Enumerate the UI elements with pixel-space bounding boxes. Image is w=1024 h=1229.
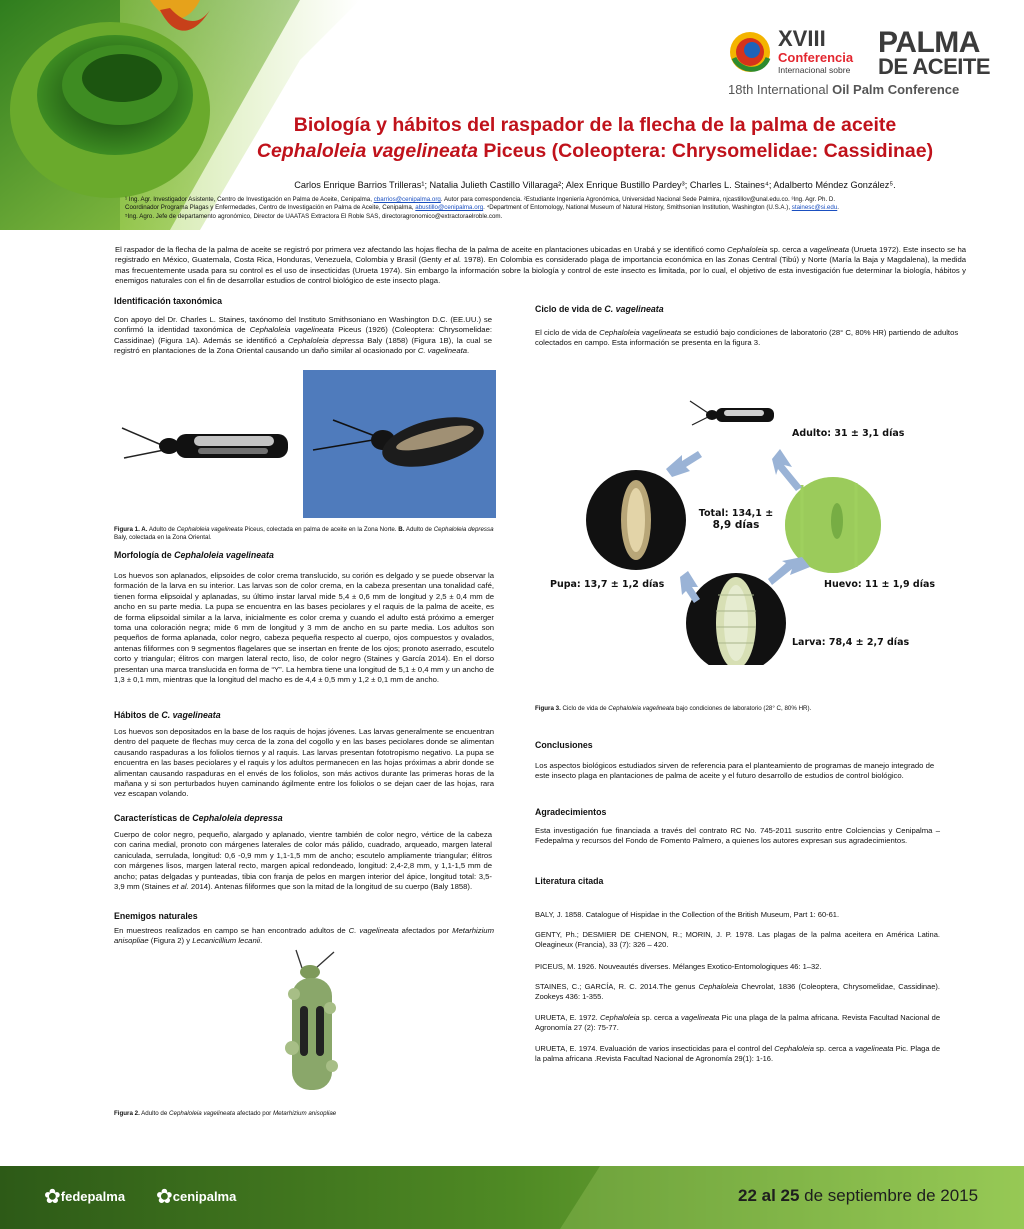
event-dates-bold: 22 al 25: [738, 1186, 800, 1205]
figure2-caption-i2: Metarhizium anisopliae: [272, 1110, 337, 1117]
pupa-photo: [586, 470, 686, 570]
conference-english-prefix: 18th International: [728, 82, 833, 97]
morfologia-heading-prefix: Morfología de: [114, 550, 175, 560]
affil-2: . Autor para correspondencia. ²Estudiante Ingeniería Agronómica, Universidad Nacional Sede Palmira, njcastillov@unal.edu.co. ³Ing. Agr. Ph. D.: [440, 196, 836, 203]
reference-4-a: STAINES, C.; GARCÍA, R. C. 2014.The genus: [535, 982, 699, 991]
fedepalma-logo: [44, 1184, 125, 1209]
reference-2: GENTY, Ph.; DESMIER DE CHENON, R.; MORIN, J. P. 1978. Las plagas de la palma aceitera en América Latina. Oleagineux (Francia), 33 (7): 326 – 420.: [535, 930, 940, 950]
habitos-heading-prefix: Hábitos de: [114, 710, 162, 720]
morfologia-text: Los huevos son aplanados, elipsoides de color crema translucido, su corión es delgado y se puede observar la formación de la larva en su interior. Las larvas son de color crema, en la cabeza presentan una tonalidad café, tienen forma elipsoidal y aplanadas, su último instar larval mide 5,4 ± 0,6 mm de longitud y 2,5 ± 0,4 mm de ancho en su parte media. La pupa se encuentra en las bases peciolares y el raquis de la palma de aceite, es de forma elipsoidal similar a la larva, inicialmente es color crema y cuando el adulto está próximo a emerger toma una coloración negra; mide 6 mm de longitud y 3 mm de ancho en su parte media. Los adultos son pequeños de forma aplanada, color negro, cabeza pequeña respecto al cuerpo, ojos compuestos y ovalados, antenas filiformes con 9 segmentos flagelares que se insertan en frente de los ojos; pronoto aserrado, escutelo corto y triangular; élitros con margen lateral recto, liso, de color negro (Staines y García 2014). En el dorso presentan una marca translucida en forma de “Y”. La hembra tiene una longitud de 5,1 ± 0,4 mm y un ancho de 1,3 ± 0,1 mm, mientras que la longitud del macho es de 4,4 ± 0,5 mm y 1,2 ± 0,1 mm de ancho.: [114, 571, 494, 685]
event-dates: [738, 1186, 978, 1206]
intro-text-4: 1978). En Colombia es considerado plaga de importancia económica en las Zonas Central (Tibú) y Norte (María la Baja y Magdalena), la medida mas frecuentemente usada para su control es el uso de insecticidas (Urueta 1974). Sin embargo la información sobre la biología y control de este insecto es limitada, por lo cual, el objetivo de esta investigación fue determinar la biología, hábitos y enemigos naturales con el fin de desarrollar estudios de control biológico de este insecto plaga.: [115, 255, 966, 286]
intro-italic-1: Cephaloleia: [726, 245, 768, 254]
affil-3: Coordinador Programa Plagas y Enfermedades, Centro de Investigación en Palma de Aceite, Cenipalma,: [125, 204, 416, 212]
figure1-photo-b: [303, 370, 496, 518]
reference-5-c: Pic una plaga de la palma africana. Revista Facultad Nacional de Agronomía 27 (2): 75-77.: [535, 1013, 940, 1033]
conference-line2: Internacional sobre: [778, 65, 851, 75]
figure2-caption-t1: Adulto de: [139, 1110, 170, 1117]
de-aceite-word: DE ACEITE: [878, 54, 991, 79]
larva-photo: [686, 573, 786, 665]
conference-logo-icon: [726, 28, 774, 76]
reference-4-i: Cephaloleia: [698, 982, 739, 991]
reference-5-i1: Cephaloleia: [599, 1013, 640, 1022]
total-line1: Total: 134,1 ±: [698, 508, 774, 519]
ciclo-text: [535, 328, 967, 349]
reference-6-b: sp. cerca a: [813, 1044, 856, 1053]
caracteristicas-t1: Cuerpo de color negro, pequeño, alargado y aplanado, vientre también de color negro, vértice de la cabeza con carina medial, pronoto con márgenes laterales de color más pálido, cuadrado, arqueado, margen lateral caniculada, serrulada, longitud: 0,6 -0,9 mm y 1,1-1,5 mm de ancho; escutelo ampliamente triangular; élitros con márgenes lisos, margen lateral recto, margen apical redondeado, longitud: 2,4-2,8 mm, y 1,1-1,5 mm de ancho; patas delgadas y punteadas, tibia con franja de pelos en margen interior del ápice, longitud total: 3,5-3,9 mm (Staines: [114, 830, 492, 892]
title-rest: Piceus (Coleoptera: Chrysomelidae: Cassidinae): [477, 140, 934, 162]
affil-6: ⁵Ing. Agro. Jefe de departamento agronómico, Director de UAATAS Extractora El Roble SAS, directoragronomico@extractoraelroble.com.: [125, 212, 503, 220]
reference-6-c: Pic. Plaga de la palma africana .Revista Facultad Nacional de Agronomía 29(1): 1-16.: [535, 1044, 941, 1064]
conference-english: [728, 82, 959, 97]
conclusiones-text: Los aspectos biológicos estudiados sirven de referencia para el planteamiento de programas de manejo integrado de este insecto plaga en plantaciones de palma de aceite y el futuro desarrollo de estudios de control biológico.: [535, 761, 935, 781]
affiliations: [125, 196, 970, 221]
intro-paragraph: [115, 245, 966, 287]
reference-5-a: URUETA, E. 1972.: [535, 1013, 600, 1022]
intro-text-3: (Urueta 1972). Este insecto se ha registrado en México, Guatemala, Costa Rica, Honduras, Venezuela, Colombia y Brasil (Genty: [115, 245, 966, 265]
caracteristicas-t2: 2014). Antenas filiformes que son la mitad de la longitud de su cuerpo (Baly 1858).: [188, 882, 473, 892]
reference-3: PICEUS, M. 1926. Nouveautés diverses. Mélanges Exotico-Entomologiques 46: 1–32.: [535, 962, 822, 971]
arrow-adult-to-egg: [772, 449, 802, 491]
caracteristicas-text: [114, 830, 492, 892]
morfologia-heading-italic: Cephaloleia vagelineata: [174, 550, 274, 560]
title-line1: Biología y hábitos del raspador de la flecha de la palma de aceite: [293, 114, 897, 136]
caracteristicas-heading-italic: Cephaloleia depressa: [192, 813, 283, 823]
intro-text-1: El raspador de la flecha de la palma de aceite se registró por primera vez afectando las hojas flecha de la palma de aceite en plantaciones ubicadas en Urabá y se identificó como: [115, 245, 727, 254]
arrow-pupa-to-adult: [666, 451, 702, 477]
enemigos-i3: Lecanicillium lecanii: [192, 936, 261, 946]
reference-6: [535, 1044, 940, 1064]
reference-4: [535, 982, 940, 1002]
reference-1: BALY, J. 1858. Catalogue of Hispidae in the Collection of the British Museum, Part 1: 60-61.: [535, 910, 840, 919]
identificacion-t2: Piceus (1926) (Coleoptera: Chrysomelidae: Cassidinae) (Figura 1A). Además se identificó a: [114, 325, 492, 345]
identificacion-i3: C. vagelineata: [417, 346, 468, 356]
huevo-label: Huevo: 11 ± 1,9 días: [824, 579, 936, 590]
figure2-caption-t2: afectado por: [235, 1110, 273, 1117]
agradecimientos-text: Esta investigación fue financiada a través del contrato RC No. 745-2011 suscrito entre Colciencias y Cenipalma – Fedepalma y recursos del Fondo de Fomento Palmero, a quienes los autores expresan sus agradecimientos.: [535, 826, 940, 846]
intro-italic-2: vagelineata: [809, 245, 850, 254]
figure1-caption-i2: Cephaloleia depressa: [433, 526, 494, 533]
adulto-label: Adulto: 31 ± 3,1 días: [792, 428, 905, 439]
figure1-caption: [114, 526, 494, 543]
figure2-photo: [256, 948, 366, 1106]
identificacion-text: [114, 315, 492, 357]
ciclo-t2: se estudió bajo condiciones de laboratorio (28° C, 80% HR) partiendo de adultos colectados en campo. Esta información se presenta en la figura 3.: [535, 328, 959, 348]
literatura-heading: Literatura citada: [535, 876, 604, 886]
arrow-larva-to-pupa: [680, 571, 700, 603]
identificacion-i1: Cephaloleia vagelineata: [249, 325, 334, 335]
enemigos-i1: C. vagelineata: [348, 926, 399, 935]
identificacion-i2: Cephaloleia depressa: [288, 335, 364, 345]
affil-5: .: [837, 204, 839, 212]
figure3-caption: [535, 705, 965, 713]
reference-5-i2: vagelineata: [681, 1013, 720, 1022]
ciclo-heading-italic: C. vagelineata: [604, 304, 664, 314]
total-label: [690, 508, 782, 531]
figure3-caption-bold: Figura 3.: [535, 705, 561, 712]
enemigos-t3: (Figura 2) y: [148, 936, 193, 946]
footer-bar: [0, 1166, 1024, 1229]
lifecycle-diagram: [540, 395, 970, 665]
conference-number: XVIII: [778, 26, 826, 51]
enemigos-t1: En muestreos realizados en campo se han encontrado adultos de: [114, 926, 349, 935]
morfologia-heading: [114, 550, 274, 560]
enemigos-text: [114, 926, 494, 947]
figure1-caption-bold: Figura 1. A.: [114, 526, 148, 533]
cenipalma-logo: [156, 1184, 236, 1209]
fedepalma-text: fedepalma: [60, 1189, 126, 1204]
figure3-caption-i1: Cephaloleia vagelineata: [608, 705, 675, 712]
figure1-caption-t2: Piceus, colectada en palma de aceite en la Zona Norte.: [242, 526, 399, 533]
fedepalma-palm-icon: ✿: [44, 1186, 61, 1208]
reference-6-i2: vagelineata: [855, 1044, 894, 1053]
title-line2: [200, 140, 990, 163]
ciclo-heading-prefix: Ciclo de vida de: [535, 304, 605, 314]
reference-5: [535, 1013, 940, 1033]
identificacion-heading: Identificación taxonómica: [114, 296, 223, 306]
enemigos-heading: Enemigos naturales: [114, 911, 198, 921]
intro-italic-3: et al.: [444, 255, 462, 265]
conference-line1: Conferencia: [778, 50, 854, 65]
conference-english-bold: Oil Palm Conference: [832, 82, 960, 97]
adult-photo: [688, 395, 778, 435]
ciclo-t1: El ciclo de vida de: [535, 328, 600, 337]
figure2-caption-bold: Figura 2.: [114, 1110, 140, 1117]
identificacion-t3: Baly (1858) (Figura 1B), la cual se registró en plantaciones de la Zona Oriental causando un daño similar al ocasionado por: [114, 335, 493, 356]
cenipalma-text: cenipalma: [172, 1189, 237, 1204]
total-line2: 8,9 días: [712, 519, 760, 531]
reference-6-a: URUETA, E. 1974. Evaluación de varios insecticidas para el control del: [535, 1044, 775, 1053]
email-link-2[interactable]: abustillo@cenipalma.org: [415, 204, 484, 212]
figure3-caption-t2: bajo condiciones de laboratorio (28° C, 80% HR).: [674, 705, 812, 712]
figure1-caption-t1: Adulto de: [147, 526, 177, 533]
enemigos-t4: .: [260, 936, 263, 946]
figure3-caption-t1: Ciclo de vida de: [560, 705, 609, 712]
pupa-label: Pupa: 13,7 ± 1,2 días: [550, 579, 665, 590]
identificacion-t1: Con apoyo del Dr. Charles L. Staines, taxónomo del Instituto Smithsoniano en Washington D.C. (EE.UU.) se confirmó la identidad taxonómica de: [114, 315, 492, 335]
reference-5-b: sp. cerca a: [639, 1013, 682, 1022]
enemigos-i2: Metarhizium anisopliae: [114, 926, 494, 946]
identificacion-t4: .: [467, 346, 470, 356]
title-species: Cephaloleia vagelineata: [256, 140, 478, 162]
enemigos-t2: afectados por: [398, 926, 453, 935]
affil-1: ¹ Ing. Agr. Investigador Asistente, Centro de Investigación en Palma de Aceite, Cenipalma,: [125, 196, 374, 203]
figure2-caption-i1: Cephaloleia vagelineata: [169, 1110, 236, 1117]
caracteristicas-heading: [114, 813, 283, 823]
arrow-egg-to-larva: [768, 557, 810, 585]
habitos-heading: [114, 710, 221, 720]
figure1-caption-t3: Adulto de: [404, 526, 434, 533]
palma-word: PALMA: [878, 26, 980, 59]
figure1-caption-i1: Cephaloleia vagelineata: [176, 526, 243, 533]
email-link-1[interactable]: cbarrios@cenipalma.org: [373, 196, 441, 203]
authors: Carlos Enrique Barrios Trilleras¹; Natalia Julieth Castillo Villaraga²; Alex Enrique Bustillo Pardey³; Charles L. Staines⁴; Adalberto Méndez González⁵.: [294, 180, 896, 190]
figure2-caption: [114, 1110, 494, 1118]
figure1-caption-t4: Baly, colectada en la Zona Oriental.: [114, 534, 212, 542]
habitos-text: Los huevos son depositados en la base de los raquis de hojas jóvenes. Las larvas generalmente se encuentran dentro del paquete de flechas muy cerca de la zona del cogollo y en las bases peciolares donde se alimentan causando raspaduras a los foliolos tiernos y al raquis. Las larvas presentan fototropismo negativo. La pupa se encuentra en las bases peciolares y el raquis y los adultos permanecen en las hojas próximas a abrir donde se alimentan causando raspaduras en el envés de los foliolos, son más activos durante las primeras horas de la mañana y si son perturbados huyen caminando ágilmente entre los foliolos o se dejan caer de las hojas, rara vez escapan volando.: [114, 727, 494, 799]
conclusiones-heading: Conclusiones: [535, 740, 593, 750]
ciclo-i1: Cephaloleia vagelineata: [599, 328, 682, 337]
reference-6-i1: Cephaloleia: [774, 1044, 814, 1053]
event-dates-rest: de septiembre de 2015: [799, 1186, 979, 1205]
habitos-heading-italic: C. vagelineata: [161, 710, 221, 720]
email-link-3[interactable]: stainesc@si.edu: [791, 204, 838, 212]
cenipalma-palm-icon: ✿: [156, 1186, 173, 1208]
caracteristicas-i1: et al.: [172, 882, 189, 892]
figure1-photo-a: [114, 408, 300, 478]
agradecimientos-heading: Agradecimientos: [535, 807, 607, 817]
ciclo-heading: [535, 304, 664, 314]
affil-4: . ⁴Department of Entomology, National Museum of Natural History, Smithsonian Institution, Washington (U.S.A.),: [483, 204, 792, 212]
larva-label: Larva: 78,4 ± 2,7 días: [792, 637, 910, 648]
caracteristicas-heading-prefix: Características de: [114, 813, 193, 823]
intro-text-2: sp. cerca a: [767, 245, 810, 254]
conference-logo: [726, 26, 1016, 100]
reference-4-b: Chevrolat, 1836 (Coleoptera, Chrysomelidae, Cassidinae). Zookeys 436: 1-355.: [535, 982, 940, 1002]
figure1-caption-b2: B.: [398, 526, 405, 533]
